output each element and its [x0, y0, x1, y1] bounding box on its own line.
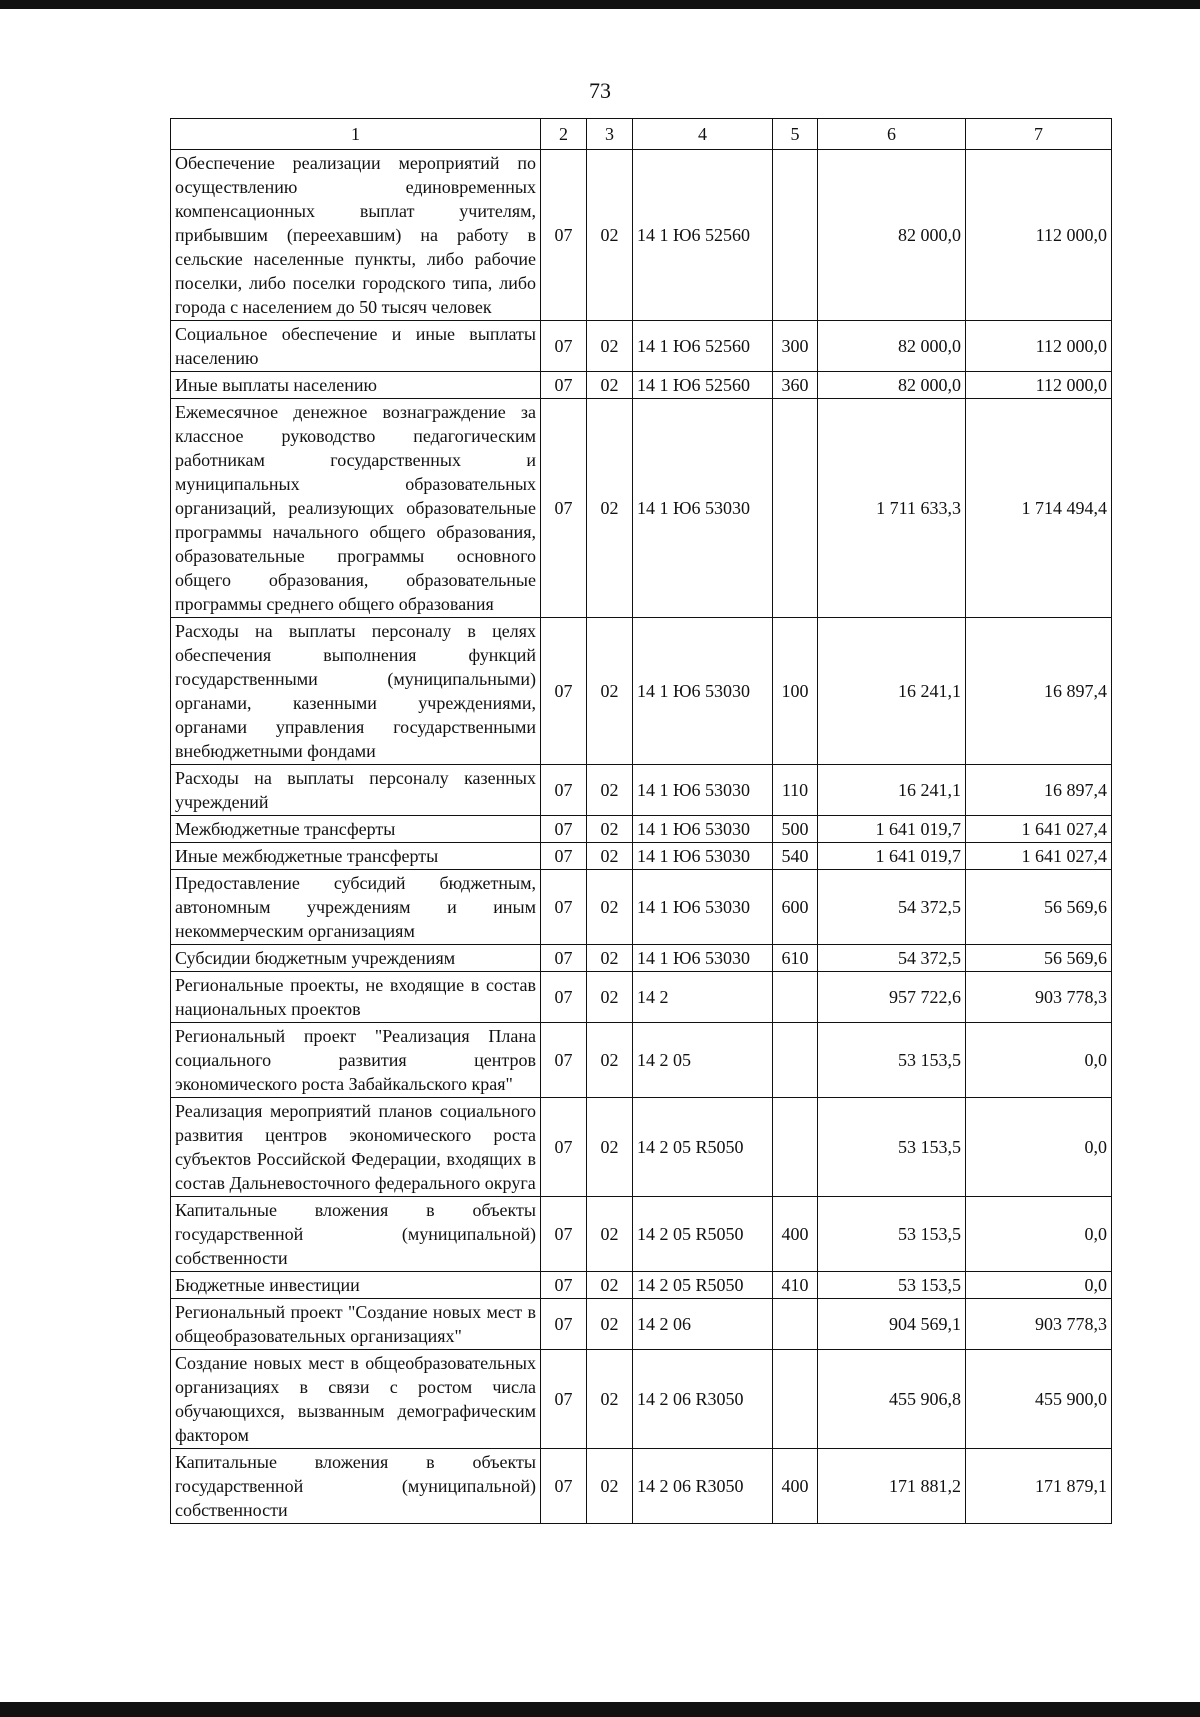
table-row	[171, 843, 1112, 870]
row-name-cell: Расходы на выплаты персоналу казенных учреждений	[171, 765, 541, 816]
row-name-cell: Капитальные вложения в объекты государственной (муниципальной) собственности	[171, 1449, 541, 1524]
amount-col7-cell: 903 778,3	[966, 1299, 1112, 1350]
amount-col7-cell: 0,0	[966, 1023, 1112, 1098]
amount-col7-cell: 0,0	[966, 1197, 1112, 1272]
amount-col6-cell: 171 881,2	[818, 1449, 966, 1524]
expense-type-code-cell: 610	[773, 945, 818, 972]
subsection-code-cell: 02	[587, 816, 633, 843]
expense-type-code-cell	[773, 1299, 818, 1350]
target-article-code-cell: 14 2	[633, 972, 773, 1023]
expense-type-code-cell: 540	[773, 843, 818, 870]
row-name-cell: Социальное обеспечение и иные выплаты населению	[171, 321, 541, 372]
section-code-cell: 07	[541, 765, 587, 816]
row-name-cell: Создание новых мест в общеобразовательных организациях в связи с ростом числа обучающихся, вызванным демографическим фактором	[171, 1350, 541, 1449]
column-header: 7	[966, 119, 1112, 150]
amount-col6-cell: 54 372,5	[818, 945, 966, 972]
column-header: 6	[818, 119, 966, 150]
target-article-code-cell: 14 1 Ю6 52560	[633, 321, 773, 372]
section-code-cell: 07	[541, 1023, 587, 1098]
amount-col6-cell: 82 000,0	[818, 321, 966, 372]
row-name-cell: Реализация мероприятий планов социального развития центров экономического роста субъектов Российской Федерации, входящих в состав Дальневосточного федерального округа	[171, 1098, 541, 1197]
expense-type-code-cell: 110	[773, 765, 818, 816]
amount-col6-cell: 16 241,1	[818, 765, 966, 816]
section-code-cell: 07	[541, 1350, 587, 1449]
table-row	[171, 321, 1112, 372]
amount-col7-cell: 1 641 027,4	[966, 816, 1112, 843]
subsection-code-cell: 02	[587, 972, 633, 1023]
subsection-code-cell: 02	[587, 1098, 633, 1197]
target-article-code-cell: 14 1 Ю6 53030	[633, 816, 773, 843]
row-name-cell: Бюджетные инвестиции	[171, 1272, 541, 1299]
table-row	[171, 372, 1112, 399]
amount-col7-cell: 16 897,4	[966, 618, 1112, 765]
section-code-cell: 07	[541, 816, 587, 843]
amount-col6-cell: 53 153,5	[818, 1272, 966, 1299]
expense-type-code-cell	[773, 150, 818, 321]
column-header: 2	[541, 119, 587, 150]
table-row	[171, 1197, 1112, 1272]
column-header: 5	[773, 119, 818, 150]
amount-col7-cell: 903 778,3	[966, 972, 1112, 1023]
row-name-cell: Субсидии бюджетным учреждениям	[171, 945, 541, 972]
column-header: 1	[171, 119, 541, 150]
amount-col7-cell: 56 569,6	[966, 945, 1112, 972]
scan-border-top	[0, 0, 1200, 9]
subsection-code-cell: 02	[587, 1272, 633, 1299]
row-name-cell: Расходы на выплаты персоналу в целях обеспечения выполнения функций государственными (муниципальными) органами, казенными учреждениями, органами управления государственными внебюджетными фондами	[171, 618, 541, 765]
amount-col6-cell: 82 000,0	[818, 150, 966, 321]
expense-type-code-cell: 360	[773, 372, 818, 399]
row-name-cell: Региональный проект "Реализация Плана социального развития центров экономического роста Забайкальского края"	[171, 1023, 541, 1098]
scan-border-bottom	[0, 1702, 1200, 1717]
subsection-code-cell: 02	[587, 870, 633, 945]
section-code-cell: 07	[541, 1272, 587, 1299]
amount-col7-cell: 16 897,4	[966, 765, 1112, 816]
table-row	[171, 150, 1112, 321]
expense-type-code-cell: 400	[773, 1449, 818, 1524]
table-row	[171, 618, 1112, 765]
row-name-cell: Региональные проекты, не входящие в состав национальных проектов	[171, 972, 541, 1023]
target-article-code-cell: 14 1 Ю6 53030	[633, 399, 773, 618]
amount-col6-cell: 957 722,6	[818, 972, 966, 1023]
amount-col6-cell: 53 153,5	[818, 1197, 966, 1272]
column-header: 3	[587, 119, 633, 150]
table-row	[171, 1098, 1112, 1197]
target-article-code-cell: 14 2 05 R5050	[633, 1272, 773, 1299]
budget-table	[170, 118, 1112, 1524]
target-article-code-cell: 14 2 06	[633, 1299, 773, 1350]
amount-col6-cell: 1 711 633,3	[818, 399, 966, 618]
amount-col6-cell: 1 641 019,7	[818, 843, 966, 870]
target-article-code-cell: 14 2 06 R3050	[633, 1449, 773, 1524]
target-article-code-cell: 14 1 Ю6 52560	[633, 372, 773, 399]
amount-col6-cell: 904 569,1	[818, 1299, 966, 1350]
amount-col6-cell: 54 372,5	[818, 870, 966, 945]
table-row	[171, 972, 1112, 1023]
row-name-cell: Межбюджетные трансферты	[171, 816, 541, 843]
row-name-cell: Региональный проект "Создание новых мест в общеобразовательных организациях"	[171, 1299, 541, 1350]
subsection-code-cell: 02	[587, 1299, 633, 1350]
table-header-row	[171, 119, 1112, 150]
section-code-cell: 07	[541, 1299, 587, 1350]
amount-col7-cell: 112 000,0	[966, 321, 1112, 372]
subsection-code-cell: 02	[587, 618, 633, 765]
amount-col7-cell: 455 900,0	[966, 1350, 1112, 1449]
subsection-code-cell: 02	[587, 399, 633, 618]
target-article-code-cell: 14 2 05 R5050	[633, 1197, 773, 1272]
subsection-code-cell: 02	[587, 945, 633, 972]
target-article-code-cell: 14 1 Ю6 53030	[633, 765, 773, 816]
expense-type-code-cell	[773, 1023, 818, 1098]
expense-type-code-cell	[773, 399, 818, 618]
row-name-cell: Иные межбюджетные трансферты	[171, 843, 541, 870]
section-code-cell: 07	[541, 150, 587, 321]
expense-type-code-cell	[773, 1098, 818, 1197]
amount-col7-cell: 112 000,0	[966, 372, 1112, 399]
subsection-code-cell: 02	[587, 1350, 633, 1449]
target-article-code-cell: 14 1 Ю6 53030	[633, 843, 773, 870]
table-row	[171, 1023, 1112, 1098]
section-code-cell: 07	[541, 843, 587, 870]
section-code-cell: 07	[541, 399, 587, 618]
amount-col6-cell: 16 241,1	[818, 618, 966, 765]
section-code-cell: 07	[541, 870, 587, 945]
amount-col7-cell: 56 569,6	[966, 870, 1112, 945]
row-name-cell: Предоставление субсидий бюджетным, автономным учреждениям и иным некоммерческим организациям	[171, 870, 541, 945]
row-name-cell: Капитальные вложения в объекты государственной (муниципальной) собственности	[171, 1197, 541, 1272]
amount-col6-cell: 53 153,5	[818, 1098, 966, 1197]
target-article-code-cell: 14 1 Ю6 53030	[633, 870, 773, 945]
amount-col6-cell: 1 641 019,7	[818, 816, 966, 843]
target-article-code-cell: 14 2 06 R3050	[633, 1350, 773, 1449]
subsection-code-cell: 02	[587, 1197, 633, 1272]
amount-col7-cell: 112 000,0	[966, 150, 1112, 321]
section-code-cell: 07	[541, 945, 587, 972]
expense-type-code-cell	[773, 972, 818, 1023]
table-row	[171, 816, 1112, 843]
section-code-cell: 07	[541, 1449, 587, 1524]
expense-type-code-cell: 400	[773, 1197, 818, 1272]
section-code-cell: 07	[541, 1098, 587, 1197]
amount-col6-cell: 53 153,5	[818, 1023, 966, 1098]
section-code-cell: 07	[541, 618, 587, 765]
target-article-code-cell: 14 1 Ю6 52560	[633, 150, 773, 321]
expense-type-code-cell: 500	[773, 816, 818, 843]
row-name-cell: Обеспечение реализации мероприятий по осуществлению единовременных компенсационных выплат учителям, прибывшим (переехавшим) на работу в сельские населенные пункты, либо рабочие поселки, либо поселки городского типа, либо города с населением до 50 тысяч человек	[171, 150, 541, 321]
amount-col6-cell: 82 000,0	[818, 372, 966, 399]
amount-col7-cell: 1 714 494,4	[966, 399, 1112, 618]
expense-type-code-cell: 410	[773, 1272, 818, 1299]
column-header: 4	[633, 119, 773, 150]
section-code-cell: 07	[541, 972, 587, 1023]
subsection-code-cell: 02	[587, 765, 633, 816]
subsection-code-cell: 02	[587, 321, 633, 372]
subsection-code-cell: 02	[587, 372, 633, 399]
expense-type-code-cell: 300	[773, 321, 818, 372]
subsection-code-cell: 02	[587, 843, 633, 870]
subsection-code-cell: 02	[587, 1023, 633, 1098]
table-row	[171, 1272, 1112, 1299]
table-row	[171, 1449, 1112, 1524]
row-name-cell: Иные выплаты населению	[171, 372, 541, 399]
section-code-cell: 07	[541, 1197, 587, 1272]
expense-type-code-cell: 100	[773, 618, 818, 765]
amount-col7-cell: 1 641 027,4	[966, 843, 1112, 870]
subsection-code-cell: 02	[587, 1449, 633, 1524]
amount-col7-cell: 0,0	[966, 1272, 1112, 1299]
amount-col7-cell: 0,0	[966, 1098, 1112, 1197]
subsection-code-cell: 02	[587, 150, 633, 321]
target-article-code-cell: 14 1 Ю6 53030	[633, 618, 773, 765]
table-row	[171, 765, 1112, 816]
table-row	[171, 1350, 1112, 1449]
target-article-code-cell: 14 2 05 R5050	[633, 1098, 773, 1197]
target-article-code-cell: 14 2 05	[633, 1023, 773, 1098]
page-number: 73	[589, 78, 611, 103]
table-row	[171, 399, 1112, 618]
amount-col6-cell: 455 906,8	[818, 1350, 966, 1449]
section-code-cell: 07	[541, 321, 587, 372]
amount-col7-cell: 171 879,1	[966, 1449, 1112, 1524]
expense-type-code-cell: 600	[773, 870, 818, 945]
table-row	[171, 945, 1112, 972]
table-row	[171, 870, 1112, 945]
target-article-code-cell: 14 1 Ю6 53030	[633, 945, 773, 972]
table-row	[171, 1299, 1112, 1350]
row-name-cell: Ежемесячное денежное вознаграждение за классное руководство педагогическим работникам государственных и муниципальных образовательных организаций, реализующих образовательные программы начального общего образования, образовательные программы основного общего образования, образовательные программы среднего общего образования	[171, 399, 541, 618]
section-code-cell: 07	[541, 372, 587, 399]
expense-type-code-cell	[773, 1350, 818, 1449]
